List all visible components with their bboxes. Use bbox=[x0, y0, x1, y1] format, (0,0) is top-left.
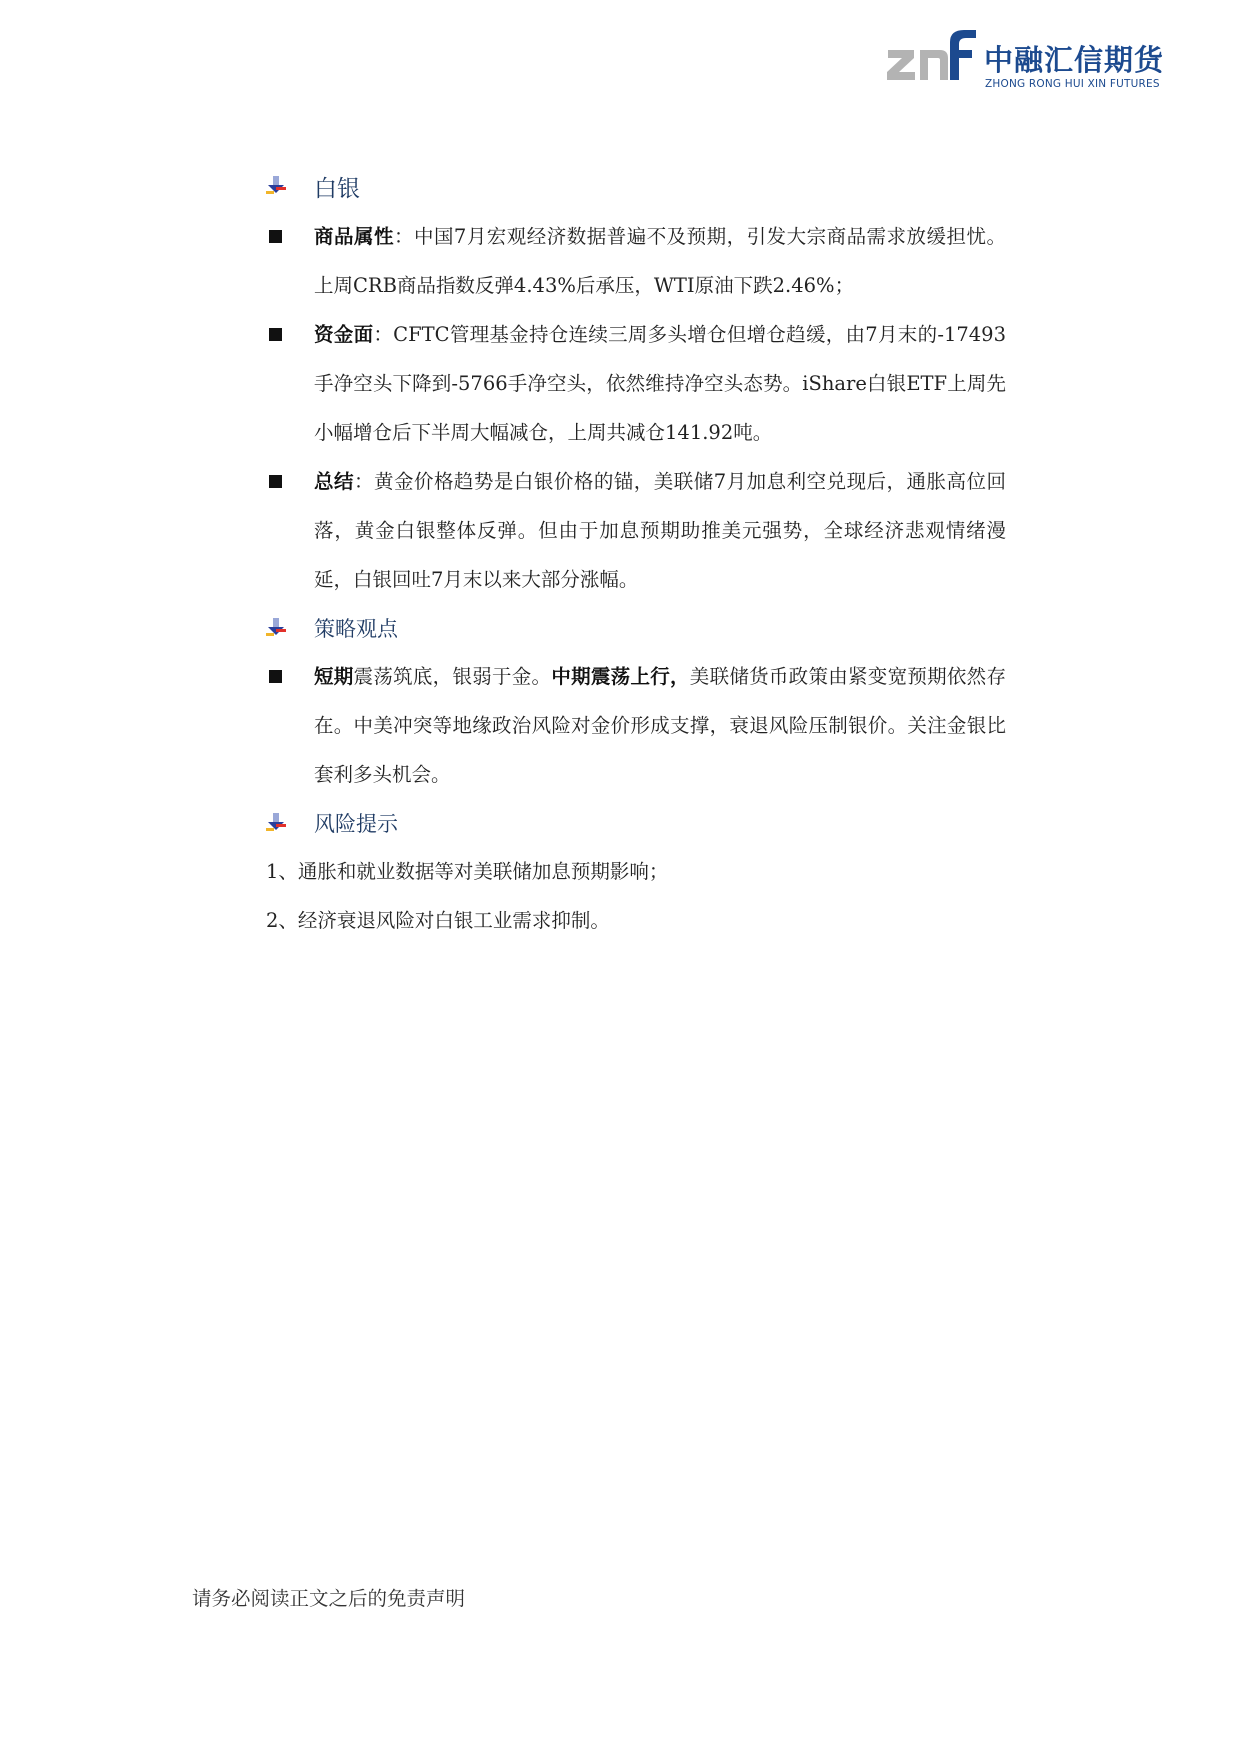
risk-item: 1、通胀和就业数据等对美联储加息预期影响； bbox=[266, 860, 669, 883]
section-arrow-icon bbox=[266, 617, 314, 639]
bullet-square-icon bbox=[269, 230, 282, 243]
bullet-label-sep: ： bbox=[393, 225, 414, 248]
bullet-item-funds bbox=[266, 310, 1006, 457]
footer-disclaimer: 请务必阅读正文之后的免责声明 bbox=[192, 1587, 466, 1610]
company-logo bbox=[886, 28, 1166, 96]
bullet-text: CFTC管理基金持仓连续三周多头增仓但增仓趋缓，由7月末的-17493手净空头下降到-5766手净空头，依然维持净空头态势。iShare白银ETF上周先小幅增仓后下半周大幅减仓，上周共减仓141.92吨。 bbox=[314, 323, 1006, 444]
znf-logo-mark bbox=[886, 28, 982, 96]
section-heading-silver bbox=[266, 160, 1006, 212]
bullet-label-mid-term: 中期震荡上行， bbox=[551, 665, 690, 688]
bullet-text: 美联储货币政策由紧变宽预期依然存在。中美冲突等地缘政治风险对金价形成支撑，衰退风险压制银价。关注金银比套利多头机会。 bbox=[314, 665, 1006, 786]
bullet-item-strategy bbox=[266, 652, 1006, 799]
section-title: 策略观点 bbox=[314, 617, 398, 641]
bullet-square-icon bbox=[269, 670, 282, 683]
bullet-label: 商品属性 bbox=[314, 225, 394, 248]
bullet-label-sep: ： bbox=[353, 470, 374, 493]
section-arrow-icon bbox=[266, 175, 314, 197]
company-name-cn: 中融汇信期货 bbox=[984, 43, 1165, 77]
section-heading-risk bbox=[266, 799, 1006, 847]
section-title: 白银 bbox=[314, 175, 360, 202]
section-heading-strategy bbox=[266, 604, 1006, 652]
bullet-item-summary bbox=[266, 457, 1006, 604]
section-title: 风险提示 bbox=[314, 812, 398, 836]
bullet-label: 资金面 bbox=[314, 323, 374, 346]
bullet-label-sep: ： bbox=[373, 323, 394, 346]
bullet-text: 黄金价格趋势是白银价格的锚，美联储7月加息利空兑现后，通胀高位回落，黄金白银整体反弹。但由于加息预期助推美元强势，全球经济悲观情绪漫延，白银回吐7月末以来大部分涨幅。 bbox=[314, 470, 1006, 591]
section-arrow-icon bbox=[266, 812, 314, 834]
bullet-text: 震荡筑底，银弱于金。 bbox=[353, 665, 552, 688]
bullet-text: 中国7月宏观经济数据普遍不及预期，引发大宗商品需求放缓担忧。上周CRB商品指数反弹4.43%后承压，WTI原油下跌2.46%； bbox=[314, 225, 1006, 297]
bullet-label-short-term: 短期 bbox=[314, 665, 354, 688]
bullet-square-icon bbox=[269, 475, 282, 488]
risk-item: 2、经济衰退风险对白银工业需求抑制。 bbox=[266, 909, 610, 932]
bullet-item-commodity bbox=[266, 212, 1006, 310]
company-name-en: ZHONG RONG HUI XIN FUTURES bbox=[985, 78, 1160, 90]
bullet-square-icon bbox=[269, 328, 282, 341]
bullet-label: 总结 bbox=[314, 470, 354, 493]
report-body bbox=[266, 160, 1006, 945]
